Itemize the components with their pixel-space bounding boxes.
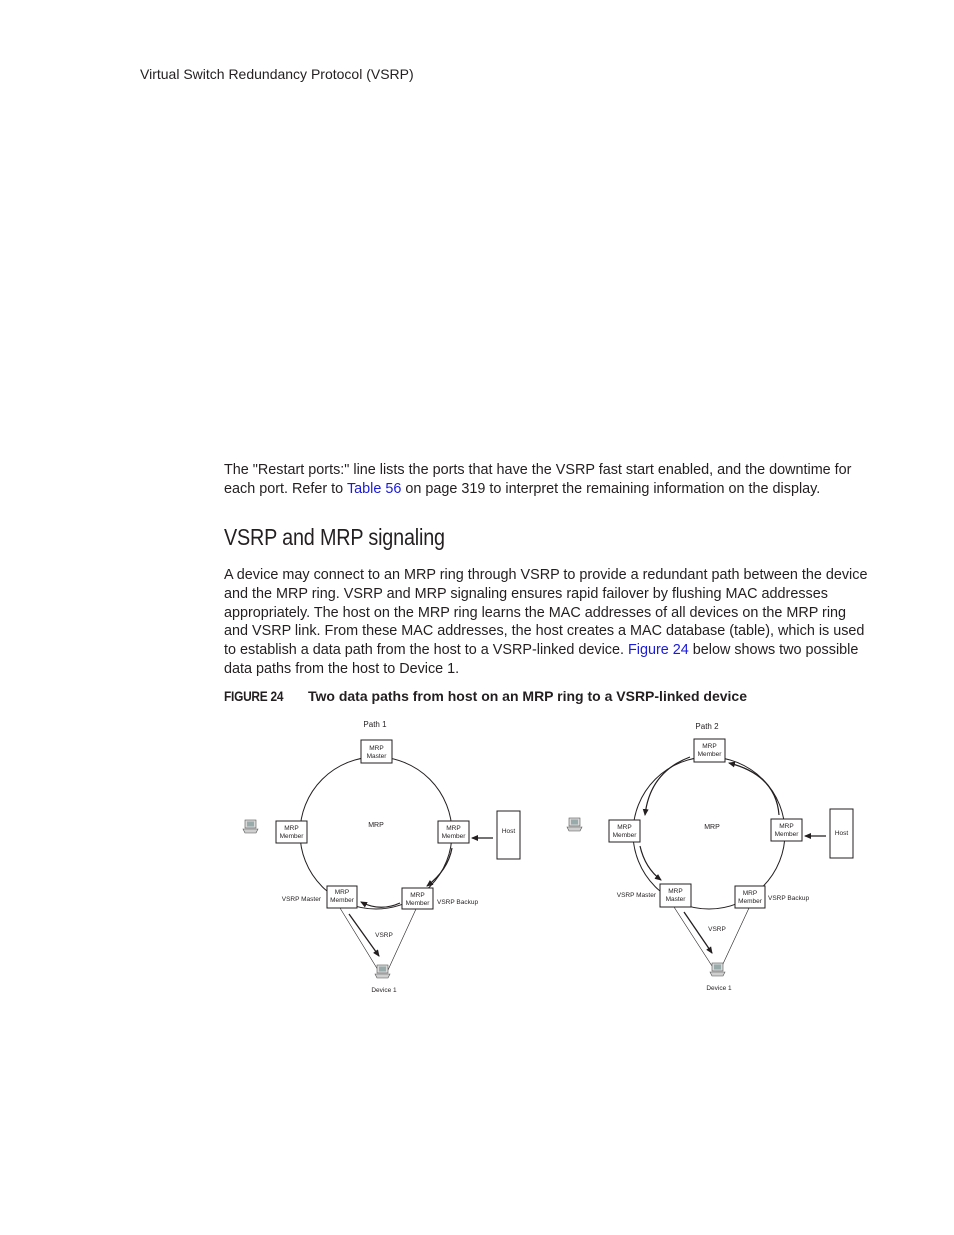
host-label: Host xyxy=(501,828,516,835)
data-path-arrow xyxy=(427,848,452,886)
node-label-line1: MRP xyxy=(284,825,299,832)
table-56-link[interactable]: Table 56 xyxy=(346,480,402,497)
mrp-master-node xyxy=(361,740,392,763)
device-label: Device 1 xyxy=(706,985,732,992)
vsrp-link xyxy=(388,909,416,970)
node-label-line1: MRP xyxy=(334,889,350,896)
computer-icon xyxy=(567,818,582,831)
section-heading: VSRP and MRP signaling xyxy=(224,524,445,550)
node-label-line2: Member xyxy=(697,751,722,758)
device-label: Device 1 xyxy=(371,987,397,994)
node-label-line1: MRP xyxy=(702,743,717,750)
node-label-line1: MRP xyxy=(369,745,384,752)
paragraph-text: below shows two possible data paths from the host to Device 1. xyxy=(224,642,859,677)
host-box xyxy=(497,811,520,859)
ring-label: MRP xyxy=(368,822,384,829)
mrp-member-node-right xyxy=(771,819,802,841)
path-label: Path 2 xyxy=(695,722,719,731)
vsrp-label: VSRP xyxy=(708,926,726,933)
node-label-line2: Master xyxy=(665,896,686,903)
figure-title: Two data paths from host on an MRP ring to a VSRP-linked device xyxy=(308,688,747,704)
mrp-member-node-bottom-left xyxy=(327,886,357,908)
host-label: Host xyxy=(834,830,849,837)
vsrp-link xyxy=(674,907,712,966)
node-label-line2: Member xyxy=(405,900,430,907)
vsrp-backup-label: VSRP Backup xyxy=(768,895,810,902)
node-label-line2: Member xyxy=(774,831,799,838)
node-label-line2: Member xyxy=(738,898,762,905)
node-label-line1: MRP xyxy=(668,888,683,895)
data-path-arrow xyxy=(640,846,661,880)
mrp-master-node xyxy=(660,884,691,907)
vsrp-backup-label: VSRP Backup xyxy=(437,899,479,906)
data-path-arrow xyxy=(645,757,690,815)
mrp-member-node-bottom-right xyxy=(735,886,765,908)
computer-icon xyxy=(710,963,725,976)
figure-label: FIGURE 24 xyxy=(224,688,284,704)
node-label-line2: Member xyxy=(612,832,637,839)
mrp-member-node-right xyxy=(438,821,469,843)
vsrp-master-label: VSRP Master xyxy=(616,892,656,899)
path-2-diagram xyxy=(567,722,853,992)
node-label-line1: MRP xyxy=(779,823,794,830)
path-label: Path 1 xyxy=(363,720,387,729)
node-label-line1: MRP xyxy=(446,825,461,832)
node-label-line2: Master xyxy=(366,753,387,760)
running-header: Virtual Switch Redundancy Protocol (VSRP) xyxy=(140,66,414,82)
vsrp-label: VSRP xyxy=(375,932,393,939)
node-label-line1: MRP xyxy=(410,892,425,899)
mrp-member-node-top xyxy=(694,739,725,762)
computer-icon xyxy=(375,965,390,978)
node-label-line1: MRP xyxy=(617,824,632,831)
node-label-line1: MRP xyxy=(742,890,758,897)
node-label-line2: Member xyxy=(330,897,354,904)
paragraph-text: The "Restart ports:" line lists the ports that have the VSRP fast start enabled, and the downtime for each port. Refer to xyxy=(224,462,852,497)
host-box xyxy=(830,809,853,858)
paragraph-text: on page 319 to interpret the remaining information on the display. xyxy=(401,480,821,497)
vsrp-link xyxy=(722,908,749,966)
ring-label: MRP xyxy=(704,824,720,831)
vsrp-link xyxy=(340,908,378,970)
paragraph-text: A device may connect to an MRP ring through VSRP to provide a redundant path between the device and the MRP ring. VSRP and MRP signaling ensures rapid failover by flushing MAC addresses appropriately. The host on the MRP ring learns the MAC addresses of all devices on the MRP ring and VSRP link. From these MAC addresses, the host creates a MAC database (table), which is used to establish a data path from the host to a VSRP-linked device. xyxy=(224,567,868,659)
mrp-ring xyxy=(300,757,452,909)
node-label-line2: Member xyxy=(279,833,304,840)
vsrp-master-label: VSRP Master xyxy=(281,896,321,903)
mrp-member-node-bottom-right xyxy=(402,888,433,909)
computer-icon xyxy=(243,820,258,833)
figure-24-link[interactable]: Figure 24 xyxy=(627,642,689,659)
mrp-member-node-left xyxy=(609,820,640,842)
path-1-diagram xyxy=(243,720,520,994)
mrp-member-node-left xyxy=(276,821,307,843)
node-label-line2: Member xyxy=(441,833,466,840)
